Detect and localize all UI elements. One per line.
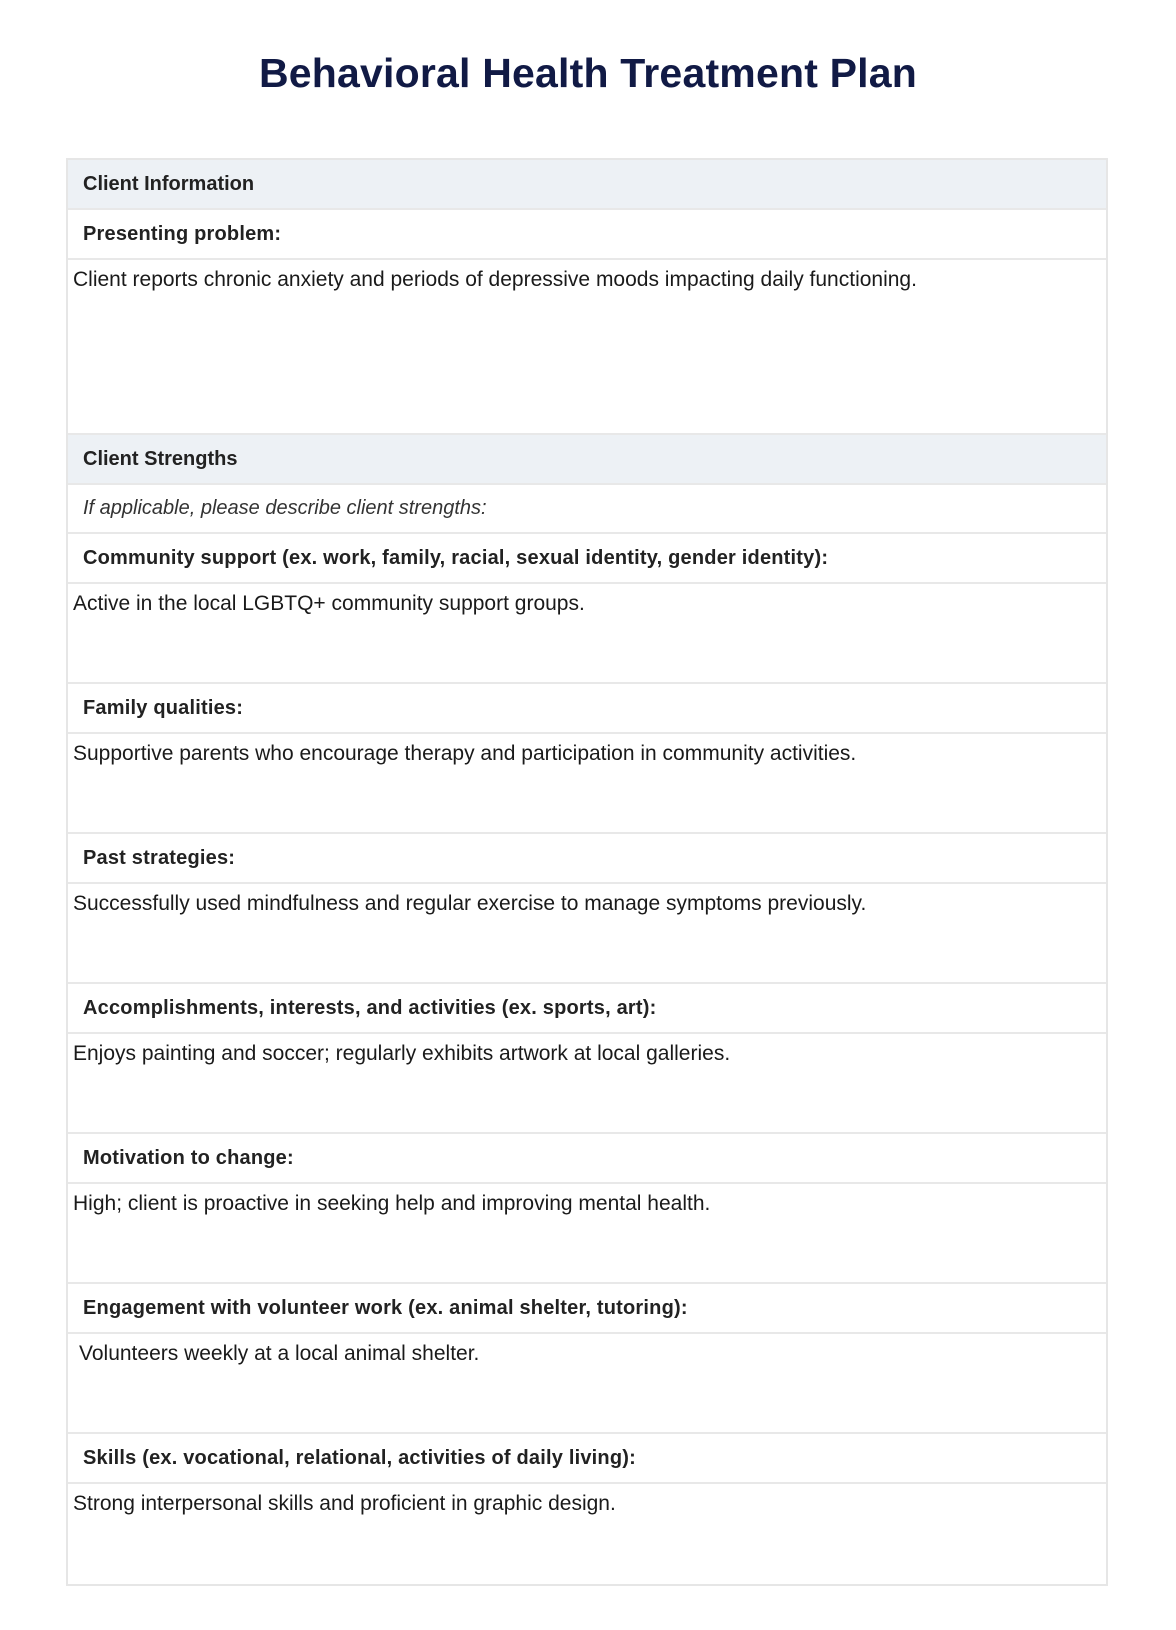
field-value-accomplishments[interactable]: Enjoys painting and soccer; regularly exhibits artwork at local galleries. — [68, 1034, 1106, 1134]
field-label-volunteer-work: Engagement with volunteer work (ex. animal shelter, tutoring): — [68, 1284, 1106, 1334]
field-label-past-strategies: Past strategies: — [68, 834, 1106, 884]
field-value-past-strategies[interactable]: Successfully used mindfulness and regular exercise to manage symptoms previously. — [68, 884, 1106, 984]
field-label-family-qualities: Family qualities: — [68, 684, 1106, 734]
field-label-accomplishments: Accomplishments, interests, and activities (ex. sports, art): — [68, 984, 1106, 1034]
field-value-family-qualities[interactable]: Supportive parents who encourage therapy and participation in community activities. — [68, 734, 1106, 834]
field-label-community-support: Community support (ex. work, family, racial, sexual identity, gender identity): — [68, 534, 1106, 584]
section-header-client-information: Client Information — [68, 160, 1106, 210]
client-strengths-hint: If applicable, please describe client strengths: — [68, 485, 1106, 534]
field-value-presenting-problem[interactable]: Client reports chronic anxiety and periods of depressive moods impacting daily functioning. — [68, 260, 1106, 435]
section-header-client-strengths: Client Strengths — [68, 435, 1106, 485]
field-label-presenting-problem: Presenting problem: — [68, 210, 1106, 260]
field-value-motivation-to-change[interactable]: High; client is proactive in seeking help and improving mental health. — [68, 1184, 1106, 1284]
field-label-motivation-to-change: Motivation to change: — [68, 1134, 1106, 1184]
field-label-skills: Skills (ex. vocational, relational, activities of daily living): — [68, 1434, 1106, 1484]
field-value-skills[interactable]: Strong interpersonal skills and proficient in graphic design. — [73, 1492, 616, 1515]
treatment-plan-table — [66, 158, 1108, 1586]
page-title: Behavioral Health Treatment Plan — [258, 50, 918, 96]
field-value-community-support[interactable]: Active in the local LGBTQ+ community support groups. — [68, 584, 1106, 684]
field-value-volunteer-work[interactable]: Volunteers weekly at a local animal shelter. — [68, 1334, 1106, 1434]
